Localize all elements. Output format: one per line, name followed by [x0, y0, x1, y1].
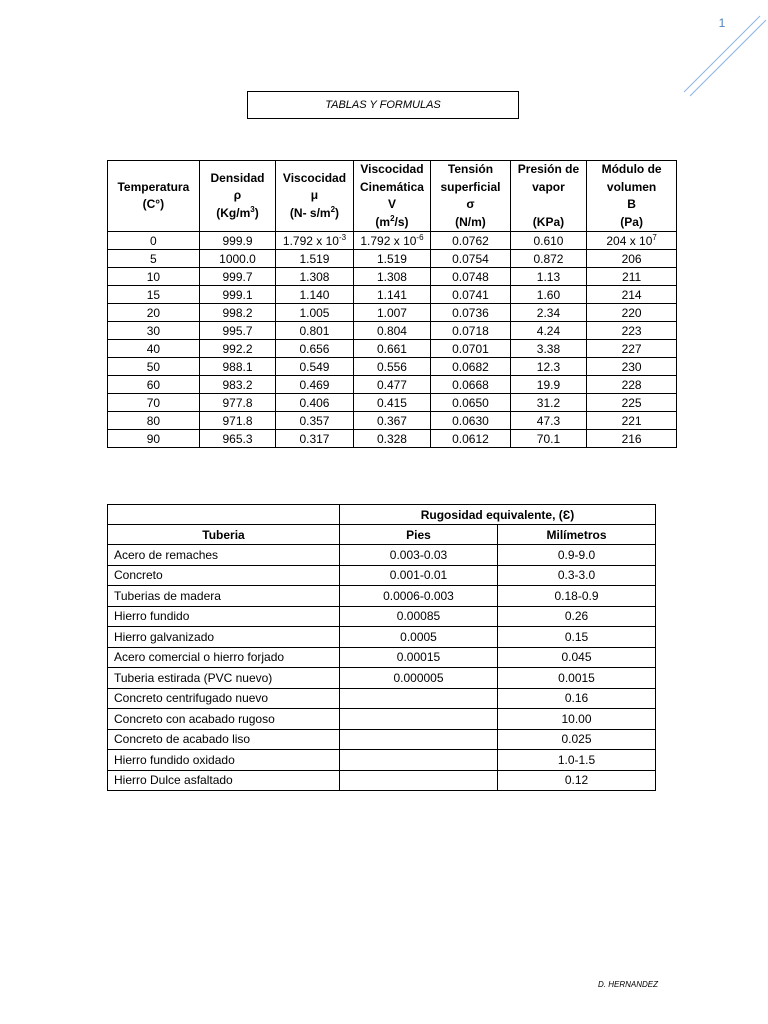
table-cell: 988.1 [199, 358, 275, 376]
table-row [108, 322, 677, 340]
mm-cell: 0.025 [498, 729, 656, 750]
water-properties-body [108, 232, 677, 448]
table-cell: 0.556 [353, 358, 430, 376]
table-row [108, 688, 656, 709]
feet-cell: 0.003-0.03 [340, 545, 498, 566]
table-cell: 0.661 [353, 340, 430, 358]
pipe-name-cell: Concreto [108, 565, 340, 586]
table-row [108, 268, 677, 286]
header-millimeters: Milímetros [498, 525, 656, 545]
feet-cell [340, 709, 498, 730]
table-cell: 998.2 [199, 304, 275, 322]
table-cell: 0.469 [276, 376, 353, 394]
table-cell: 20 [108, 304, 200, 322]
table-cell: 1.519 [276, 250, 353, 268]
table-cell: 220 [587, 304, 677, 322]
table-cell: 4.24 [510, 322, 586, 340]
pipe-name-cell: Concreto centrifugado nuevo [108, 688, 340, 709]
table-cell: 216 [587, 430, 677, 448]
table-cell: 0.328 [353, 430, 430, 448]
table-row [108, 232, 677, 250]
feet-cell: 0.0006-0.003 [340, 586, 498, 607]
table-cell: 223 [587, 322, 677, 340]
table-row [108, 430, 677, 448]
table-row [108, 627, 656, 648]
table-cell: 10 [108, 268, 200, 286]
table-cell: 0.0701 [431, 340, 511, 358]
table-cell: 1.007 [353, 304, 430, 322]
table-cell: 977.8 [199, 394, 275, 412]
feet-cell [340, 750, 498, 771]
table-cell: 0.656 [276, 340, 353, 358]
header-density: Densidad ρ $(Kg/m^3)$ [199, 161, 275, 232]
table-cell: 60 [108, 376, 200, 394]
table-cell: 971.8 [199, 412, 275, 430]
table-row [108, 340, 677, 358]
table-cell: 15 [108, 286, 200, 304]
table-cell: 0.0762 [431, 232, 511, 250]
table-cell: 0.415 [353, 394, 430, 412]
pipe-name-cell: Concreto con acabado rugoso [108, 709, 340, 730]
table-cell: 0.0668 [431, 376, 511, 394]
table-cell: 983.2 [199, 376, 275, 394]
header-kinematic-viscosity: Viscocidad Cinemática V $(m^2/s)$ [353, 161, 430, 232]
header-viscosity: Viscocidad μ (N- $s/m^2$) [276, 161, 353, 232]
mm-cell: 0.16 [498, 688, 656, 709]
mm-cell: 0.18-0.9 [498, 586, 656, 607]
table-cell: 992.2 [199, 340, 275, 358]
table-cell: 230 [587, 358, 677, 376]
column-header-row [108, 525, 656, 545]
pipe-name-cell: Hierro Dulce asfaltado [108, 770, 340, 791]
mm-cell: 0.0015 [498, 668, 656, 689]
mm-cell: 0.26 [498, 606, 656, 627]
table-cell: 228 [587, 376, 677, 394]
header-pipe: Tuberia [108, 525, 340, 545]
table-header-row [108, 161, 677, 232]
table-cell: 0.872 [510, 250, 586, 268]
feet-cell [340, 688, 498, 709]
table-cell: 3.38 [510, 340, 586, 358]
table-cell: 1.519 [353, 250, 430, 268]
table-cell: 1.140 [276, 286, 353, 304]
table-cell: 221 [587, 412, 677, 430]
feet-cell: 0.001-0.01 [340, 565, 498, 586]
table-cell: 0.804 [353, 322, 430, 340]
table-row [108, 565, 656, 586]
table-cell: 47.3 [510, 412, 586, 430]
table-cell: 0.610 [510, 232, 586, 250]
table-cell: 206 [587, 250, 677, 268]
table-row [108, 668, 656, 689]
table-row [108, 250, 677, 268]
pipe-name-cell: Tuberia estirada (PVC nuevo) [108, 668, 340, 689]
table-cell: 214 [587, 286, 677, 304]
table-row [108, 304, 677, 322]
header-bulk-modulus: Módulo de volumen B (Pa) [587, 161, 677, 232]
table-cell: 0.0748 [431, 268, 511, 286]
table-cell: 0.0682 [431, 358, 511, 376]
table-cell: 0.0736 [431, 304, 511, 322]
table-row [108, 729, 656, 750]
table-cell: 1.13 [510, 268, 586, 286]
table-cell: 70.1 [510, 430, 586, 448]
table-row [108, 412, 677, 430]
table-row [108, 394, 677, 412]
table-cell: 0.801 [276, 322, 353, 340]
mm-cell: 0.12 [498, 770, 656, 791]
table-cell: 0.317 [276, 430, 353, 448]
table-cell: 1.141 [353, 286, 430, 304]
pipe-name-cell: Concreto de acabado liso [108, 729, 340, 750]
table-cell: 0.549 [276, 358, 353, 376]
table-row [108, 376, 677, 394]
table-cell: 211 [587, 268, 677, 286]
mm-cell: 10.00 [498, 709, 656, 730]
corner-decoration [676, 10, 768, 98]
table-cell: 1.005 [276, 304, 353, 322]
table-cell: 1.792 x $10^{-3}$ [276, 232, 353, 250]
mm-cell: 0.3-3.0 [498, 565, 656, 586]
table-cell: 0.0630 [431, 412, 511, 430]
table-row [108, 606, 656, 627]
roughness-table [107, 504, 656, 791]
table-cell: 50 [108, 358, 200, 376]
feet-cell [340, 770, 498, 791]
header-temperature: Temperatura (C°) [108, 161, 200, 232]
mm-cell: 0.045 [498, 647, 656, 668]
pipe-name-cell: Tuberias de madera [108, 586, 340, 607]
table-cell: 0.406 [276, 394, 353, 412]
table-cell: 31.2 [510, 394, 586, 412]
table-cell: 1.308 [353, 268, 430, 286]
header-vapor-pressure: Presión de vapor (KPa) [510, 161, 586, 232]
header-roughness: Rugosidad equivalente, (Ɛ) [340, 505, 656, 525]
table-cell: 0.357 [276, 412, 353, 430]
feet-cell: 0.00085 [340, 606, 498, 627]
table-cell: 0.0612 [431, 430, 511, 448]
table-cell: 80 [108, 412, 200, 430]
footer-author: D. HERNANDEZ [598, 980, 659, 989]
table-cell: 1.308 [276, 268, 353, 286]
table-cell: 1.792 x $10^{-6}$ [353, 232, 430, 250]
table-row [108, 647, 656, 668]
table-cell: 19.9 [510, 376, 586, 394]
table-row [108, 358, 677, 376]
table-cell: 965.3 [199, 430, 275, 448]
page-title: TABLAS Y FORMULAS [247, 91, 519, 119]
table-cell: 227 [587, 340, 677, 358]
header-surface-tension: Tensión superficial σ (N/m) [431, 161, 511, 232]
table-cell: 0 [108, 232, 200, 250]
table-cell: 30 [108, 322, 200, 340]
table-row [108, 286, 677, 304]
table-cell: 999.1 [199, 286, 275, 304]
mm-cell: 1.0-1.5 [498, 750, 656, 771]
group-header-row [108, 505, 656, 525]
table-row [108, 770, 656, 791]
pipe-name-cell: Hierro fundido [108, 606, 340, 627]
empty-header-cell [108, 505, 340, 525]
mm-cell: 0.15 [498, 627, 656, 648]
table-cell: 1.60 [510, 286, 586, 304]
table-cell: 90 [108, 430, 200, 448]
table-cell: 0.367 [353, 412, 430, 430]
feet-cell: 0.000005 [340, 668, 498, 689]
table-row [108, 709, 656, 730]
feet-cell: 0.00015 [340, 647, 498, 668]
water-properties-table [107, 160, 677, 448]
table-cell: 225 [587, 394, 677, 412]
table-cell: 999.7 [199, 268, 275, 286]
table-cell: 0.0650 [431, 394, 511, 412]
table-row [108, 545, 656, 566]
feet-cell [340, 729, 498, 750]
table-cell: 0.0754 [431, 250, 511, 268]
mm-cell: 0.9-9.0 [498, 545, 656, 566]
table-cell: 70 [108, 394, 200, 412]
table-cell: 40 [108, 340, 200, 358]
table-cell: 999.9 [199, 232, 275, 250]
table-row [108, 586, 656, 607]
pipe-name-cell: Hierro fundido oxidado [108, 750, 340, 771]
table-cell: 204 x $10^7$ [587, 232, 677, 250]
table-cell: 0.0718 [431, 322, 511, 340]
pipe-name-cell: Acero de remaches [108, 545, 340, 566]
table-cell: 0.477 [353, 376, 430, 394]
table-row [108, 750, 656, 771]
table-cell: 2.34 [510, 304, 586, 322]
pipe-name-cell: Acero comercial o hierro forjado [108, 647, 340, 668]
table-cell: 12.3 [510, 358, 586, 376]
table-cell: 1000.0 [199, 250, 275, 268]
table-cell: 0.0741 [431, 286, 511, 304]
table-cell: 5 [108, 250, 200, 268]
page-number: 1 [718, 16, 726, 30]
pipe-name-cell: Hierro galvanizado [108, 627, 340, 648]
roughness-body [108, 545, 656, 791]
header-feet: Pies [340, 525, 498, 545]
table-cell: 995.7 [199, 322, 275, 340]
feet-cell: 0.0005 [340, 627, 498, 648]
